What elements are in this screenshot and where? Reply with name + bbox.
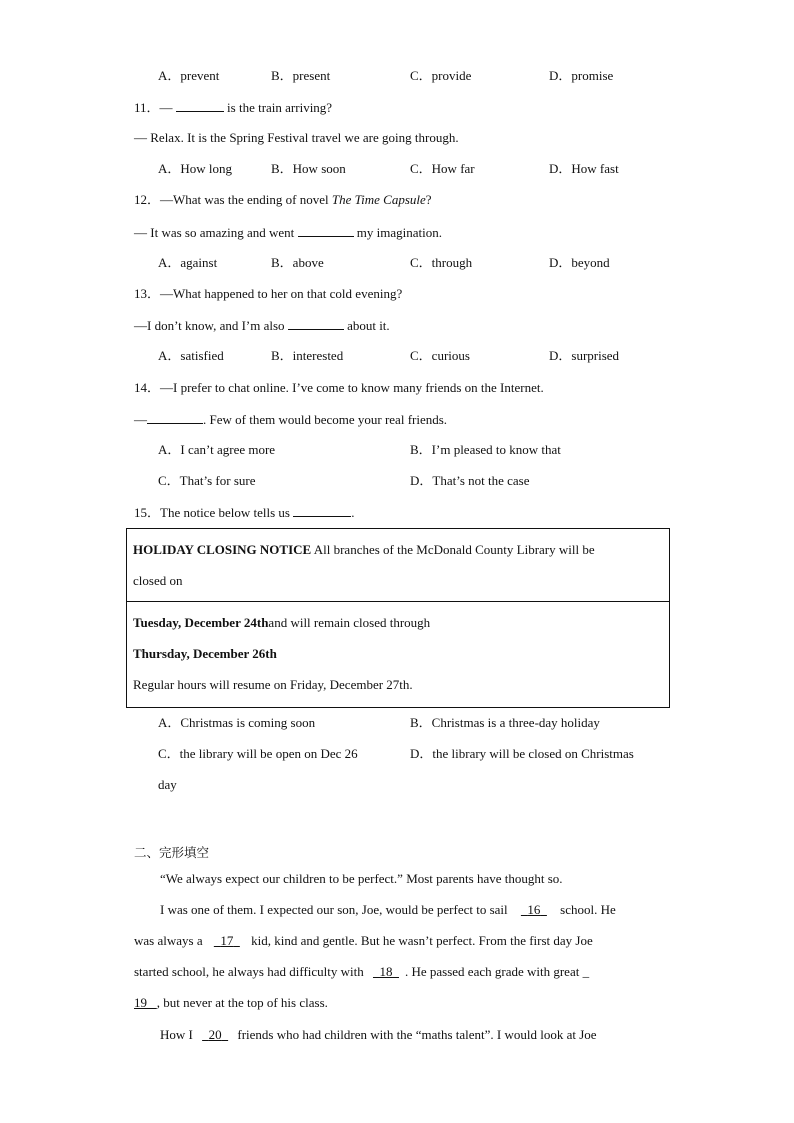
q15-stem-end: . <box>351 505 355 520</box>
notice-line-2: closed on <box>133 573 183 588</box>
notice-date-end: Thursday, December 26th <box>133 646 277 661</box>
notice-box-top <box>126 528 670 602</box>
q13-stem: 13．—What happened to her on that cold evening? <box>134 286 403 301</box>
passage-text: started school, he always had difficulty with <box>134 964 364 979</box>
q14-reply <box>134 411 447 428</box>
blank-19[interactable] <box>134 995 157 1010</box>
q12-option-c[interactable]: C．through <box>410 255 473 270</box>
notice-line-5: Regular hours will resume on Friday, December 27th. <box>133 677 413 692</box>
q13-option-a[interactable]: A．satisfied <box>158 348 224 363</box>
q15-blank[interactable] <box>293 504 351 517</box>
q14-blank[interactable] <box>147 411 203 424</box>
notice-line-1 <box>133 542 595 558</box>
q12-stem <box>134 192 432 208</box>
blank-18[interactable] <box>367 964 405 979</box>
q15-stem <box>134 504 354 521</box>
q14-reply-text: . Few of them would become your real friends. <box>203 412 448 427</box>
blank-20-number: 20 <box>208 1027 222 1042</box>
passage-line-4 <box>134 964 589 980</box>
blank-17-number: 17 <box>220 933 234 948</box>
q11-option-d[interactable]: D．How fast <box>549 161 619 176</box>
q11-option-b[interactable]: B．How soon <box>271 161 346 176</box>
q13-option-b[interactable]: B．interested <box>271 348 344 363</box>
q13-reply-end: about it. <box>347 318 390 333</box>
q14-reply-dash: — <box>134 412 147 427</box>
q10-option-a[interactable]: A．prevent <box>158 68 220 83</box>
q13-reply <box>134 317 390 334</box>
q11-stem <box>134 99 332 116</box>
passage-text: How I <box>160 1027 193 1042</box>
q13-option-d[interactable]: D．surprised <box>549 348 620 363</box>
q15-option-c[interactable]: C．the library will be open on Dec 26 <box>158 746 358 761</box>
q11-stem-text: is the train arriving? <box>227 100 333 115</box>
passage-text: . He passed each grade with great <box>404 964 580 979</box>
q15-option-b[interactable]: B．Christmas is a three-day holiday <box>410 715 600 730</box>
passage-text: I was one of them. I expected our son, Joe, would be perfect to sail <box>160 902 508 917</box>
q14-option-b[interactable]: B．I’m pleased to know that <box>410 442 561 457</box>
q14-option-c[interactable]: C．That’s for sure <box>158 473 256 488</box>
q15-option-d-cont: day <box>158 777 177 792</box>
q14-option-a[interactable]: A．I can’t agree more <box>158 442 276 457</box>
q11-option-c[interactable]: C．How far <box>410 161 475 176</box>
blank-19-number: 19 <box>134 995 147 1010</box>
passage-line-5 <box>134 995 328 1011</box>
q12-option-d[interactable]: D．beyond <box>549 255 610 270</box>
q13-option-c[interactable]: C．curious <box>410 348 470 363</box>
q10-option-c[interactable]: C．provide <box>410 68 472 83</box>
q12-stem-end: ? <box>425 192 432 207</box>
passage-text: school. He <box>560 902 616 917</box>
q14-stem: 14．—I prefer to chat online. I’ve come to know many friends on the Internet. <box>134 380 544 395</box>
q15-option-d[interactable]: D．the library will be closed on Christmas <box>410 746 634 761</box>
q11-prefix: 11．— <box>134 100 173 115</box>
passage-line-1: “We always expect our children to be perfect.” Most parents have thought so. <box>160 871 563 886</box>
q12-blank[interactable] <box>298 224 354 237</box>
q15-option-a[interactable]: A．Christmas is coming soon <box>158 715 316 730</box>
q10-option-b[interactable]: B．present <box>271 68 331 83</box>
q12-reply-end: my imagination. <box>356 225 443 240</box>
passage-line-6 <box>160 1027 597 1043</box>
q12-option-a[interactable]: A．against <box>158 255 218 270</box>
section-heading: 二、完形填空 <box>134 845 210 860</box>
q11-reply: — Relax. It is the Spring Festival travel we are going through. <box>134 130 459 145</box>
notice-text-3: and will remain closed through <box>268 615 431 630</box>
q12-stem-text: 12．—What was the ending of novel <box>134 192 329 207</box>
q14-option-d[interactable]: D．That’s not the case <box>410 473 530 488</box>
blank-18-number: 18 <box>379 964 393 979</box>
q11-option-a[interactable]: A．How long <box>158 161 233 176</box>
q12-reply <box>134 224 442 241</box>
q12-reply-text: — It was so amazing and went <box>134 225 295 240</box>
blank-16[interactable] <box>511 902 557 917</box>
passage-text: , but never at the top of his class. <box>156 995 328 1010</box>
passage-text: kid, kind and gentle. But he wasn’t perfect. From the first day Joe <box>251 933 593 948</box>
blank-16-number: 16 <box>527 902 541 917</box>
q13-blank[interactable] <box>288 317 344 330</box>
blank-17[interactable] <box>206 933 248 948</box>
blank-20[interactable] <box>196 1027 234 1042</box>
q11-blank[interactable] <box>176 99 224 112</box>
passage-line-2 <box>160 902 616 918</box>
notice-text-1: All branches of the McDonald County Library will be <box>311 542 595 557</box>
q10-option-d[interactable]: D．promise <box>549 68 614 83</box>
passage-text: friends who had children with the “maths talent”. I would look at Joe <box>237 1027 597 1042</box>
q12-novel-title: The Time Capsule <box>331 192 426 207</box>
notice-line-4 <box>133 646 277 662</box>
notice-heading: HOLIDAY CLOSING NOTICE <box>133 542 312 557</box>
q15-stem-text: 15．The notice below tells us <box>134 505 290 520</box>
notice-line-3 <box>133 615 430 631</box>
passage-line-3 <box>134 933 593 949</box>
notice-date-start: Tuesday, December 24th <box>133 615 269 630</box>
q12-option-b[interactable]: B．above <box>271 255 324 270</box>
passage-text: _ <box>582 964 590 979</box>
q13-reply-text: —I don’t know, and I’m also <box>134 318 285 333</box>
passage-text: was always a <box>134 933 203 948</box>
